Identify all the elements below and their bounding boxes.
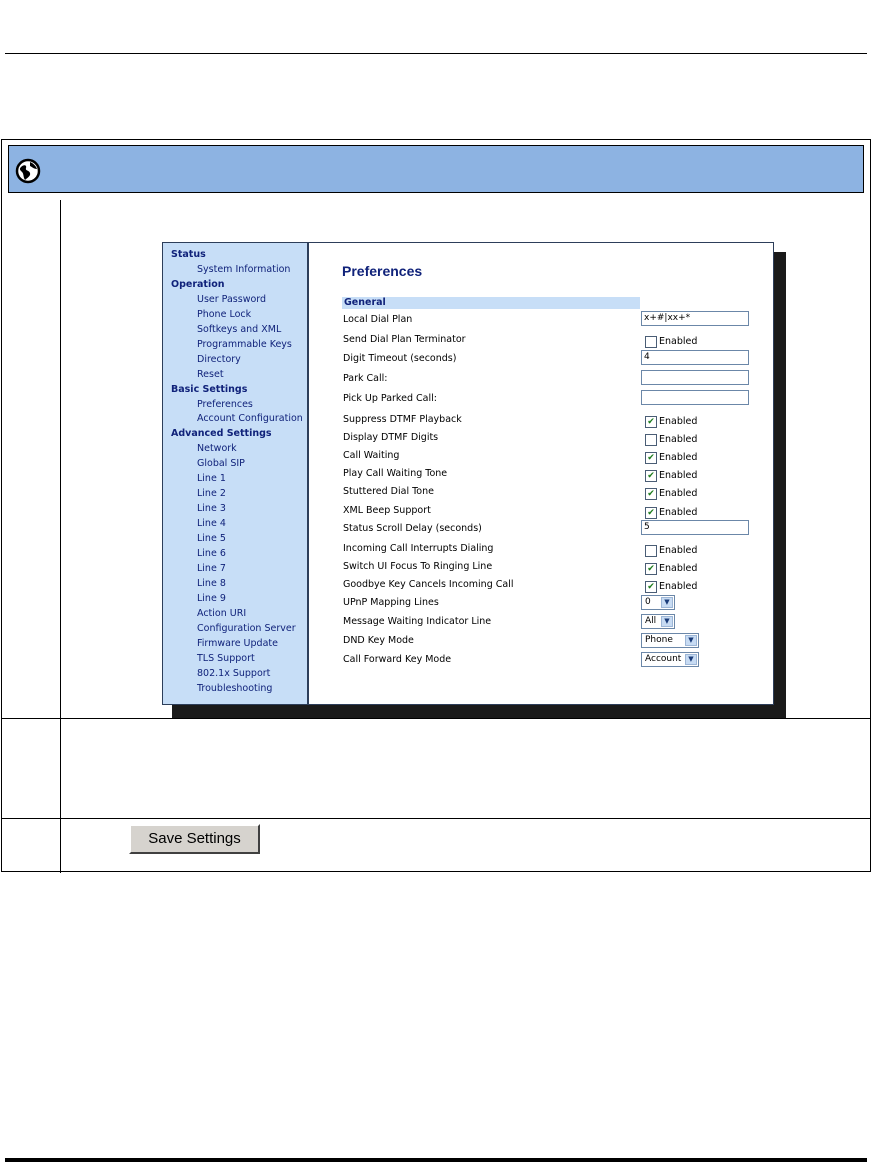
dropdown-value: 0: [645, 597, 651, 607]
setting-label: Call Waiting: [343, 450, 400, 461]
setting-text-field[interactable]: 4: [641, 350, 749, 365]
sidebar-item[interactable]: Line 2: [197, 488, 226, 500]
preferences-panel: [309, 243, 773, 704]
setting-dropdown[interactable]: [641, 652, 699, 667]
chevron-down-icon[interactable]: ▼: [661, 597, 673, 608]
sidebar-item[interactable]: Line 3: [197, 503, 226, 515]
setting-label: Call Forward Key Mode: [343, 654, 452, 665]
row-divider: [2, 718, 870, 719]
globe-icon: [15, 158, 41, 184]
sidebar-item[interactable]: Line 5: [197, 533, 226, 545]
setting-label: DND Key Mode: [343, 635, 414, 646]
setting-text-field[interactable]: [641, 390, 749, 405]
setting-label: Display DTMF Digits: [343, 432, 439, 443]
setting-text-field[interactable]: x+#|xx+*: [641, 311, 749, 326]
setting-dropdown[interactable]: [641, 595, 675, 610]
enabled-checkbox[interactable]: [645, 434, 657, 446]
chevron-down-icon[interactable]: ▼: [685, 635, 697, 646]
sidebar-item[interactable]: Action URI: [197, 607, 247, 619]
sidebar-item[interactable]: Programmable Keys: [197, 338, 292, 350]
sidebar-item[interactable]: TLS Support: [197, 652, 255, 664]
enabled-label: Enabled: [659, 336, 698, 347]
sidebar-item[interactable]: User Password: [197, 293, 267, 305]
section-label: General: [344, 297, 386, 308]
sidebar-item[interactable]: Firmware Update: [197, 637, 278, 649]
enabled-checkbox[interactable]: [645, 545, 657, 557]
enabled-checkbox[interactable]: ✔: [645, 470, 657, 482]
setting-dropdown[interactable]: [641, 614, 675, 629]
top-rule: [5, 53, 867, 54]
setting-label: Switch UI Focus To Ringing Line: [343, 561, 493, 572]
setting-label: Pick Up Parked Call:: [343, 393, 437, 404]
enabled-label: Enabled: [659, 563, 698, 574]
sidebar-item[interactable]: Reset: [197, 368, 224, 380]
sidebar-group-heading: Operation: [171, 278, 225, 290]
setting-label: Incoming Call Interrupts Dialing: [343, 543, 494, 554]
enabled-label: Enabled: [659, 581, 698, 592]
page-title: Preferences: [342, 263, 423, 279]
enabled-checkbox[interactable]: ✔: [645, 563, 657, 575]
setting-dropdown[interactable]: [641, 633, 699, 648]
sidebar-group-heading: Basic Settings: [171, 383, 248, 395]
sidebar-group-heading: Status: [171, 249, 206, 260]
enabled-checkbox[interactable]: ✔: [645, 488, 657, 500]
dropdown-value: All: [645, 616, 657, 626]
enabled-label: Enabled: [659, 545, 698, 556]
enabled-checkbox[interactable]: ✔: [645, 507, 657, 519]
enabled-checkbox[interactable]: ✔: [645, 416, 657, 428]
enabled-label: Enabled: [659, 434, 698, 445]
row-divider: [2, 818, 870, 819]
web-ui-screenshot: [162, 242, 774, 705]
dropdown-value: Account: [645, 654, 682, 664]
sidebar-nav: [163, 243, 309, 704]
sidebar-item[interactable]: Line 4: [197, 518, 226, 530]
setting-label: UPnP Mapping Lines: [343, 597, 439, 608]
enabled-checkbox[interactable]: [645, 336, 657, 348]
enabled-label: Enabled: [659, 470, 698, 481]
setting-label: Status Scroll Delay (seconds): [343, 523, 482, 534]
sidebar-item[interactable]: Account Configuration: [197, 413, 303, 425]
setting-label: Park Call:: [343, 373, 388, 384]
setting-text-field[interactable]: [641, 370, 749, 385]
setting-label: Local Dial Plan: [343, 314, 413, 325]
enabled-label: Enabled: [659, 452, 698, 463]
dropdown-value: Phone: [645, 635, 673, 645]
header-band: [8, 145, 864, 193]
setting-label: Stuttered Dial Tone: [343, 486, 434, 497]
setting-label: Play Call Waiting Tone: [343, 468, 448, 479]
chevron-down-icon[interactable]: ▼: [685, 654, 697, 665]
sidebar-item[interactable]: Line 8: [197, 577, 226, 589]
sidebar-item[interactable]: Troubleshooting: [197, 682, 273, 694]
sidebar-item[interactable]: System Information: [197, 263, 291, 275]
bottom-rule: [5, 1158, 867, 1162]
sidebar-item[interactable]: 802.1x Support: [197, 667, 271, 679]
section-header: [342, 297, 640, 309]
sidebar-item[interactable]: Configuration Server: [197, 622, 296, 634]
sidebar-item[interactable]: Line 6: [197, 548, 226, 559]
enabled-label: Enabled: [659, 416, 698, 427]
save-settings-button[interactable]: Save Settings: [129, 824, 260, 854]
sidebar-item[interactable]: Line 1: [197, 473, 226, 485]
sidebar-item[interactable]: Phone Lock: [197, 308, 252, 320]
sidebar-item[interactable]: Network: [197, 443, 237, 455]
enabled-label: Enabled: [659, 507, 698, 518]
enabled-checkbox[interactable]: ✔: [645, 581, 657, 593]
sidebar-item[interactable]: Line 9: [197, 592, 226, 604]
sidebar-item[interactable]: Directory: [197, 353, 241, 365]
setting-label: XML Beep Support: [343, 505, 431, 516]
setting-text-field[interactable]: 5: [641, 520, 749, 535]
sidebar-item[interactable]: Softkeys and XML: [197, 323, 282, 335]
sidebar-group-heading: Advanced Settings: [171, 428, 272, 440]
enabled-checkbox[interactable]: ✔: [645, 452, 657, 464]
enabled-label: Enabled: [659, 488, 698, 499]
chevron-down-icon[interactable]: ▼: [661, 616, 673, 627]
setting-label: Goodbye Key Cancels Incoming Call: [343, 579, 514, 590]
step-column-divider: [60, 200, 61, 873]
setting-label: Digit Timeout (seconds): [343, 353, 457, 364]
sidebar-item[interactable]: Line 7: [197, 562, 226, 574]
setting-label: Suppress DTMF Playback: [343, 414, 462, 425]
sidebar-item[interactable]: Preferences: [197, 398, 253, 410]
sidebar-item[interactable]: Global SIP: [197, 458, 245, 470]
setting-label: Message Waiting Indicator Line: [343, 616, 492, 627]
procedure-table: [1, 139, 871, 872]
setting-label: Send Dial Plan Terminator: [343, 334, 466, 345]
